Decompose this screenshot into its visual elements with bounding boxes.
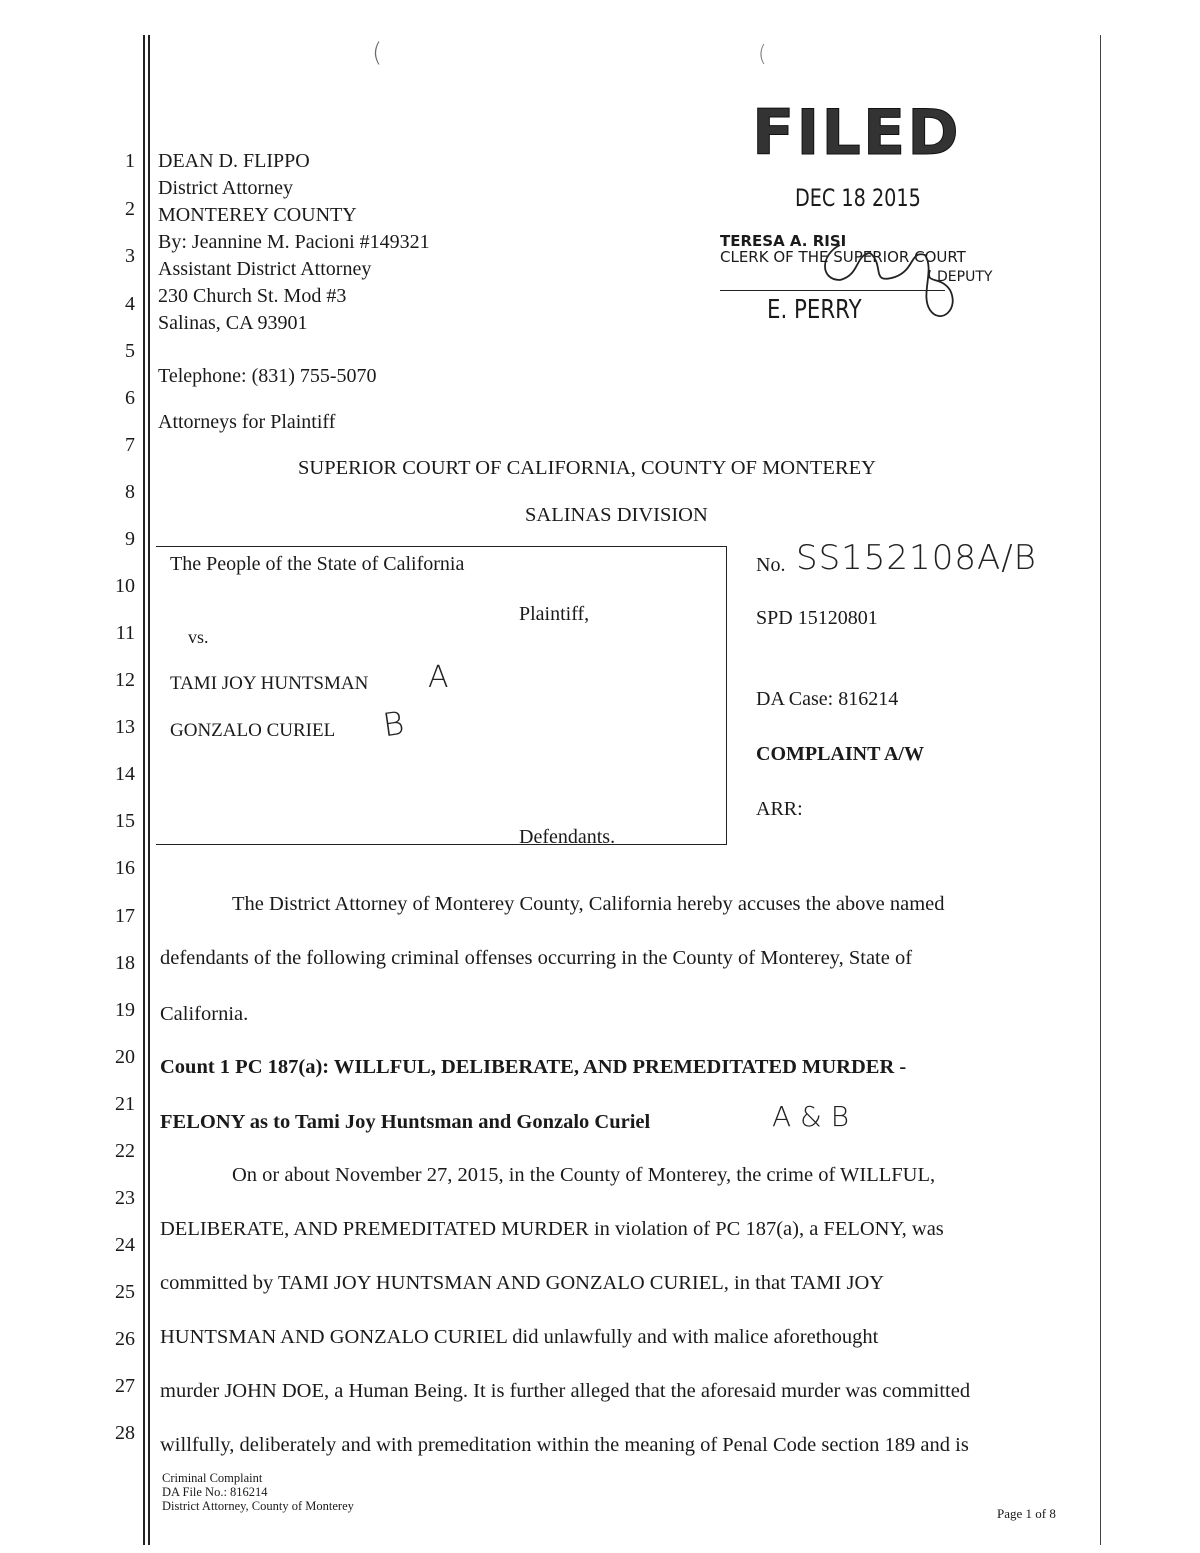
line-number: 14 xyxy=(115,763,135,785)
attorney-county: MONTEREY COUNTY xyxy=(158,204,357,226)
attorney-street: 230 Church St. Mod #3 xyxy=(158,285,347,307)
intro-line-1: The District Attorney of Monterey County, California hereby accuses the above named xyxy=(232,893,945,915)
line-number: 24 xyxy=(115,1234,135,1256)
line-number: 28 xyxy=(115,1422,135,1444)
left-margin-rule-outer xyxy=(143,35,145,1545)
caption-plaintiff: The People of the State of California xyxy=(170,553,465,575)
footer-file-no: DA File No.: 816214 xyxy=(162,1485,268,1499)
attorney-block xyxy=(158,148,430,337)
attorney-name: DEAN D. FLIPPO xyxy=(158,150,310,172)
line-number: 8 xyxy=(125,481,135,503)
scan-mark-left: ( xyxy=(372,38,383,68)
attorney-assistant-title: Assistant District Attorney xyxy=(158,258,372,280)
signature-scribble xyxy=(800,225,975,350)
case-no-label: No. xyxy=(756,554,786,576)
case-no-handwritten: SS152108A/B xyxy=(796,538,1037,578)
line-number: 26 xyxy=(115,1328,135,1350)
line-number: 1 xyxy=(125,150,135,172)
footer-office: District Attorney, County of Monterey xyxy=(162,1499,354,1513)
line-number: 18 xyxy=(115,952,135,974)
attorney-by: By: Jeannine M. Pacioni #149321 xyxy=(158,231,430,253)
line-number: 6 xyxy=(125,387,135,409)
caption-defendant-b: GONZALO CURIEL xyxy=(170,720,336,741)
attorney-telephone: Telephone: (831) 755-5070 xyxy=(158,365,377,387)
line-number: 15 xyxy=(115,810,135,832)
left-margin-rule-inner xyxy=(148,35,150,1545)
complaint-title: COMPLAINT A/W xyxy=(756,743,924,765)
line-number: 27 xyxy=(115,1375,135,1397)
court-name: SUPERIOR COURT OF CALIFORNIA, COUNTY OF MONTEREY xyxy=(298,457,876,479)
line-number: 7 xyxy=(125,434,135,456)
filed-title: FILED xyxy=(752,96,961,169)
line-number: 17 xyxy=(115,905,135,927)
intro-line-3: California. xyxy=(160,1003,249,1025)
line-number: 10 xyxy=(115,575,135,597)
paragraph-line-4: HUNTSMAN AND GONZALO CURIEL did unlawfully and with malice aforethought xyxy=(160,1326,879,1348)
line-number: 12 xyxy=(115,669,135,691)
defendant-b-mark: B xyxy=(380,703,407,745)
attorney-title: District Attorney xyxy=(158,177,293,199)
filed-date: DEC 18 2015 xyxy=(795,184,921,212)
line-number: 16 xyxy=(115,857,135,879)
paragraph-line-5: murder JOHN DOE, a Human Being. It is further alleged that the aforesaid murder was committed xyxy=(160,1380,971,1402)
right-margin-rule xyxy=(1100,35,1101,1545)
spd-number: SPD 15120801 xyxy=(756,607,878,629)
line-number: 23 xyxy=(115,1187,135,1209)
defendant-a-mark: A xyxy=(428,660,449,695)
line-number: 3 xyxy=(125,245,135,267)
attorneys-for: Attorneys for Plaintiff xyxy=(158,411,336,433)
da-case-number: DA Case: 816214 xyxy=(756,688,899,710)
caption-defendant-a: TAMI JOY HUNTSMAN xyxy=(170,673,369,694)
caption-defendants-label: Defendants. xyxy=(519,826,616,848)
line-number: 22 xyxy=(115,1140,135,1162)
page-number: Page 1 of 8 xyxy=(997,1506,1056,1521)
intro-line-2: defendants of the following criminal offenses occurring in the County of Monterey, State of xyxy=(160,947,913,969)
arr-label: ARR: xyxy=(756,798,803,820)
deputy-name: E. PERRY xyxy=(767,295,862,325)
attorney-city: Salinas, CA 93901 xyxy=(158,312,308,334)
line-number: 9 xyxy=(125,528,135,550)
caption-plaintiff-label: Plaintiff, xyxy=(519,603,590,625)
line-number: 2 xyxy=(125,198,135,220)
line-number: 25 xyxy=(115,1281,135,1303)
clerk-title: CLERK OF THE SUPERIOR COURT xyxy=(720,248,966,266)
line-number: 11 xyxy=(115,622,135,644)
footer-doc-type: Criminal Complaint xyxy=(162,1471,263,1485)
line-number: 19 xyxy=(115,999,135,1021)
footer-block xyxy=(162,1471,354,1513)
deputy-label: DEPUTY xyxy=(937,269,993,285)
caption-vs: vs. xyxy=(188,627,209,647)
line-number: 21 xyxy=(115,1093,135,1115)
court-division: SALINAS DIVISION xyxy=(525,504,708,526)
count-title-line-1: Count 1 PC 187(a): WILLFUL, DELIBERATE, AND PREMEDITATED MURDER - xyxy=(160,1056,907,1078)
paragraph-line-3: committed by TAMI JOY HUNTSMAN AND GONZALO CURIEL, in that TAMI JOY xyxy=(160,1272,885,1294)
line-number: 4 xyxy=(125,293,135,315)
line-number: 20 xyxy=(115,1046,135,1068)
line-number: 13 xyxy=(115,716,135,738)
clerk-name: TERESA A. RISI xyxy=(720,232,847,250)
count-mark: A & B xyxy=(772,1100,850,1133)
count-title-line-2: FELONY as to Tami Joy Huntsman and Gonzalo Curiel xyxy=(160,1111,651,1133)
line-number: 5 xyxy=(125,340,135,362)
scan-mark-right: ( xyxy=(758,42,767,67)
paragraph-line-6: willfully, deliberately and with premeditation within the meaning of Penal Code section 189 and is xyxy=(160,1434,969,1456)
paragraph-line-1: On or about November 27, 2015, in the County of Monterey, the crime of WILLFUL, xyxy=(232,1164,936,1186)
paragraph-line-2: DELIBERATE, AND PREMEDITATED MURDER in violation of PC 187(a), a FELONY, was xyxy=(160,1218,944,1240)
